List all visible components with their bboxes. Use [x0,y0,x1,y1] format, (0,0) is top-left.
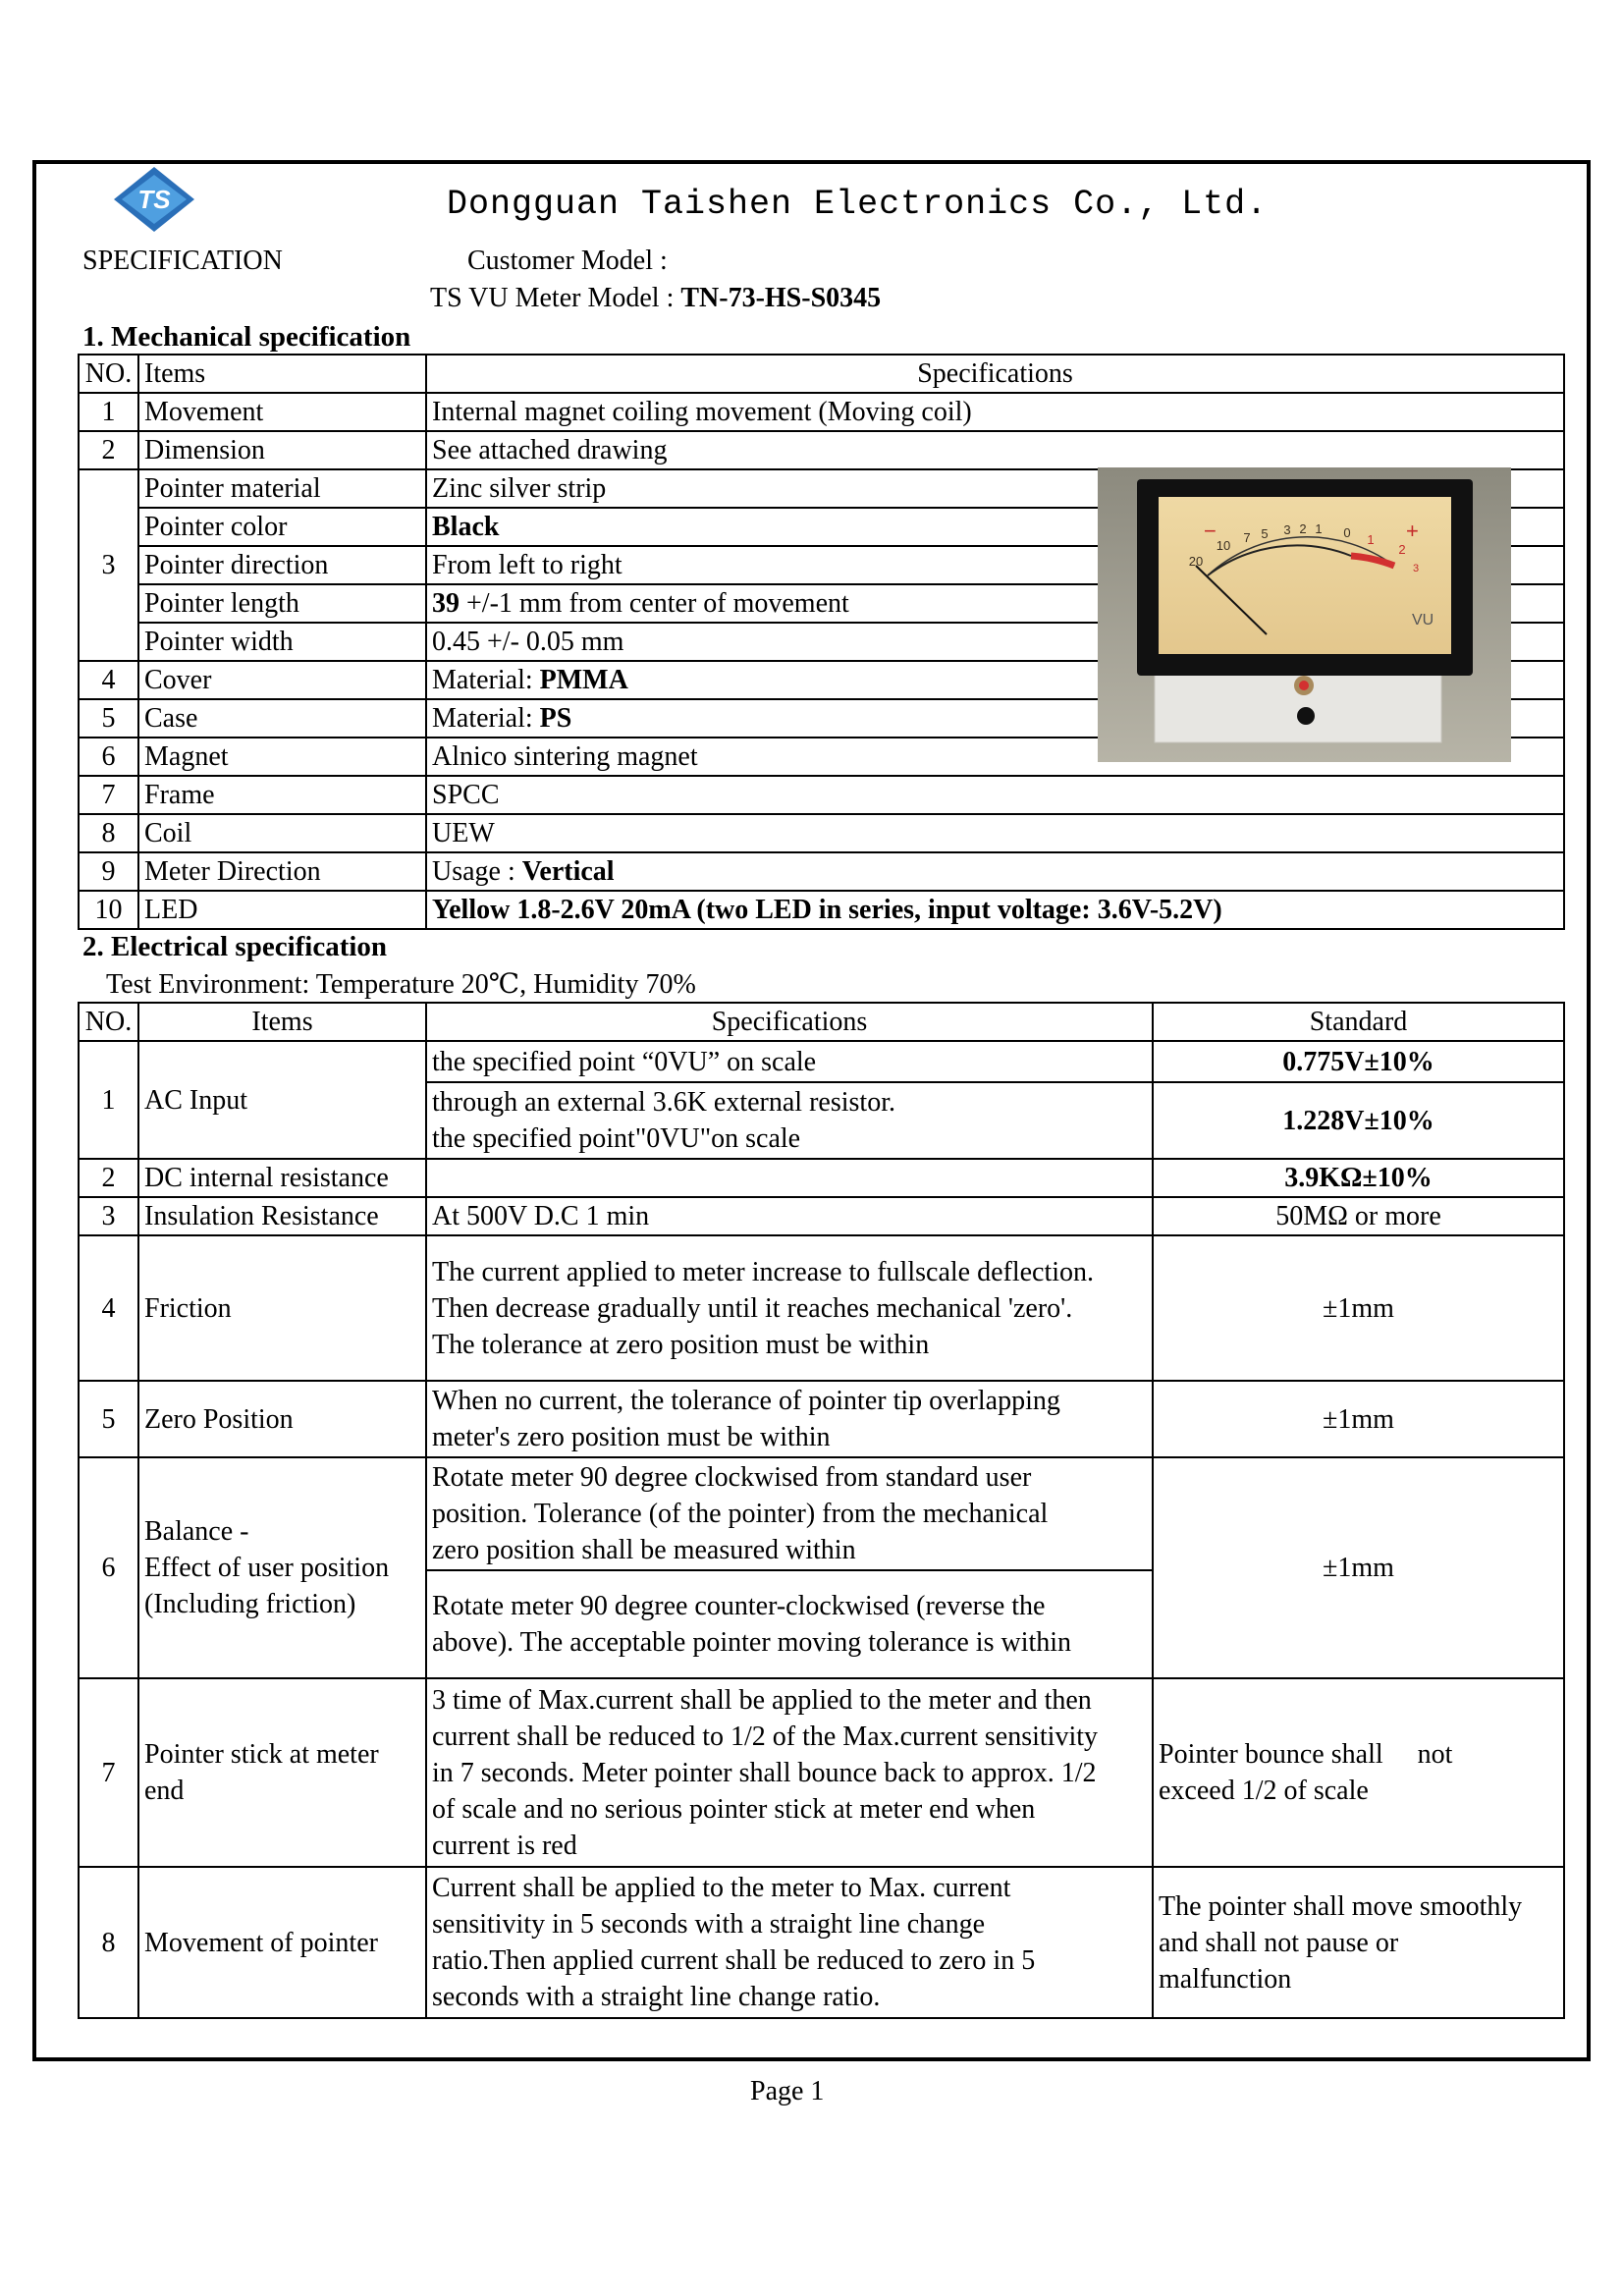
row-no: 8 [79,1867,138,2018]
logo-text: TS [137,185,171,214]
table-row [79,891,1564,929]
row-item: Insulation Resistance [138,1197,426,1235]
col-header-no: NO. [79,1003,138,1041]
col-header-standard: Standard [1153,1003,1564,1041]
row-item: Case [138,699,426,738]
mech-section-title: 1. Mechanical specification [82,321,411,353]
item-line: Pointer stick at meter [144,1739,379,1770]
row-spec: Black [426,508,1564,546]
spec-line: The current applied to meter increase to fullscale deflection. [432,1256,1095,1287]
row-standard: 3.9KΩ±10% [1153,1159,1564,1197]
row-no: 1 [79,1041,138,1159]
test-environment: Test Environment: Temperature 20℃, Humidity 70% [106,969,696,1000]
row-spec [426,852,1564,891]
row-no: 5 [79,699,138,738]
ts-model-line [430,283,881,314]
spec-text: Material: [432,703,540,734]
table-header-row [79,1003,1564,1041]
std-line: malfunction [1159,1963,1292,1995]
row-spec: UEW [426,814,1564,852]
row-item: DC internal resistance [138,1159,426,1197]
row-standard: ±1mm [1153,1457,1564,1678]
spec-line: current is red [432,1830,577,1861]
spec-line: current shall be reduced to 1/2 of the Max.current sensitivity [432,1721,1099,1752]
spec-line: seconds with a straight line change ratio. [432,1982,881,2012]
spec-bold: Vertical [521,856,615,887]
row-spec: the specified point “0VU” on scale [426,1041,1153,1082]
scale-label: 10 [1216,538,1231,553]
row-item: Pointer width [138,623,426,661]
row-no: 4 [79,1235,138,1381]
row-spec: Yellow 1.8-2.6V 20mA (two LED in series, input voltage: 3.6V-5.2V) [426,891,1564,929]
item-line: end [144,1776,185,1806]
row-spec: Alnico sintering magnet [426,738,1564,776]
spec-line: 3 time of Max.current shall be applied to the meter and then [432,1684,1092,1716]
spec-line: through an external 3.6K external resistor. [432,1087,895,1118]
row-spec: See attached drawing [426,431,1564,469]
row-no: 3 [79,1197,138,1235]
plus-symbol: + [1406,519,1419,543]
row-no: 2 [79,1159,138,1197]
row-item [138,1678,426,1867]
ts-model-value: TN-73-HS-S0345 [680,283,882,313]
std-line: Pointer bounce shall not [1159,1739,1453,1770]
row-spec [426,1159,1153,1197]
table-row [79,814,1564,852]
row-no: 6 [79,1457,138,1678]
table-row [79,1867,1564,2018]
col-header-spec: Specifications [426,1003,1153,1041]
item-line: Balance - [144,1516,249,1547]
row-item: LED [138,891,426,929]
row-item: Pointer length [138,584,426,623]
spec-line: of scale and no serious pointer stick at meter end when [432,1793,1036,1825]
scale-label: 7 [1243,530,1251,545]
spec-line: Rotate meter 90 degree counter-clockwised (reverse the [432,1591,1046,1621]
item-line: Effect of user position [144,1553,390,1583]
row-item: Coil [138,814,426,852]
scale-label: 5 [1261,526,1269,541]
row-item: Pointer material [138,469,426,508]
electrical-spec-table [78,1002,1565,2019]
row-spec [426,1457,1153,1570]
scale-label: 0 [1343,525,1351,540]
row-spec: At 500V D.C 1 min [426,1197,1153,1235]
spec-line: the specified point"0VU"on scale [432,1123,801,1154]
vu-meter-photo [1098,467,1511,762]
row-spec [426,1381,1153,1457]
spec-line: zero position shall be measured within [432,1535,856,1565]
table-row [79,1381,1564,1457]
scale-label: 3 [1412,563,1420,574]
row-item: Dimension [138,431,426,469]
row-spec [426,1570,1153,1678]
table-row [79,1457,1564,1570]
table-row [79,776,1564,814]
row-item: Meter Direction [138,852,426,891]
specification-label: SPECIFICATION [82,246,283,276]
scale-label: 2 [1398,542,1406,557]
row-spec [426,1235,1153,1381]
spec-line: meter's zero position must be within [432,1422,831,1452]
company-logo-icon [112,165,196,234]
vu-unit-label: VU [1412,612,1434,629]
row-spec: 0.45 +/- 0.05 mm [426,623,1564,661]
row-no: 9 [79,852,138,891]
row-no: 5 [79,1381,138,1457]
spec-line: sensitivity in 5 seconds with a straight line change [432,1909,986,1940]
spec-line: position. Tolerance (of the pointer) from the mechanical [432,1499,1049,1529]
row-no: 3 [79,469,138,661]
page-number: Page 1 [750,2076,825,2106]
scale-label: 1 [1315,521,1323,536]
row-standard [1153,1867,1564,2018]
row-standard: ±1mm [1153,1235,1564,1381]
ts-model-label: TS VU Meter Model : [430,283,675,313]
row-spec: SPCC [426,776,1564,814]
row-item: Cover [138,661,426,699]
row-spec: From left to right [426,546,1564,584]
spec-bold: PS [539,703,572,734]
table-row [79,1041,1564,1082]
spec-line: in 7 seconds. Meter pointer shall bounce back to approx. 1/2 [432,1757,1097,1788]
table-row [79,431,1564,469]
row-no: 8 [79,814,138,852]
spec-line: above). The acceptable pointer moving tolerance is within [432,1627,1072,1658]
scale-label: 1 [1367,532,1375,547]
table-row [79,852,1564,891]
row-spec [426,1082,1153,1159]
row-no: 2 [79,431,138,469]
spec-line: ratio.Then applied current shall be reduced to zero in 5 [432,1945,1036,1976]
row-no: 7 [79,1678,138,1867]
std-line: and shall not pause or [1159,1927,1399,1958]
spec-text: Material: [432,665,540,695]
company-name: Dongguan Taishen Electronics Co., Ltd. [447,185,1269,224]
scale-label: 2 [1299,521,1307,536]
row-spec: Internal magnet coiling movement (Moving coil) [426,393,1564,431]
spec-line: When no current, the tolerance of pointer tip overlapping [432,1386,1060,1416]
spec-text: Usage : [432,856,522,887]
spec-line: Current shall be applied to the meter to Max. current [432,1873,1011,1903]
col-header-items: Items [138,355,426,393]
row-standard [1153,1678,1564,1867]
row-no: 4 [79,661,138,699]
customer-model-label: Customer Model : [467,246,668,276]
table-row [79,1159,1564,1197]
row-item: Movement of pointer [138,1867,426,2018]
spec-text: +/-1 mm from center of movement [460,588,849,619]
table-header-row [79,355,1564,393]
scale-label: 20 [1188,554,1204,569]
item-line: (Including friction) [144,1589,356,1619]
row-no: 6 [79,738,138,776]
row-spec: Zinc silver strip [426,469,1564,508]
spec-line: Then decrease gradually until it reaches mechanical 'zero'. [432,1292,1073,1324]
std-line: exceed 1/2 of scale [1159,1776,1369,1806]
row-standard: 0.775V±10% [1153,1041,1564,1082]
col-header-no: NO. [79,355,138,393]
row-item: Magnet [138,738,426,776]
row-item: Friction [138,1235,426,1381]
row-item [138,1457,426,1678]
table-row [79,393,1564,431]
spec-line: The tolerance at zero position must be within [432,1329,930,1360]
spec-bold: 39 [432,588,460,619]
row-standard: ±1mm [1153,1381,1564,1457]
spec-line: Rotate meter 90 degree clockwised from standard user [432,1462,1032,1493]
col-header-spec: Specifications [426,355,1564,393]
row-item: Pointer direction [138,546,426,584]
row-item: AC Input [138,1041,426,1159]
row-item: Pointer color [138,508,426,546]
table-row [79,1678,1564,1867]
spec-bold: PMMA [539,665,628,695]
elec-section-title: 2. Electrical specification [82,931,388,962]
row-no: 7 [79,776,138,814]
row-item: Frame [138,776,426,814]
table-row [79,1235,1564,1381]
scale-label: 3 [1283,522,1291,537]
table-row [79,1197,1564,1235]
row-no: 1 [79,393,138,431]
row-standard: 50MΩ or more [1153,1197,1564,1235]
row-item: Movement [138,393,426,431]
row-standard: 1.228V±10% [1153,1082,1564,1159]
std-line: The pointer shall move smoothly [1159,1890,1523,1922]
row-spec [426,1678,1153,1867]
col-header-items: Items [138,1003,426,1041]
row-spec [426,1867,1153,2018]
row-no: 10 [79,891,138,929]
row-item: Zero Position [138,1381,426,1457]
minus-symbol: − [1204,519,1217,543]
